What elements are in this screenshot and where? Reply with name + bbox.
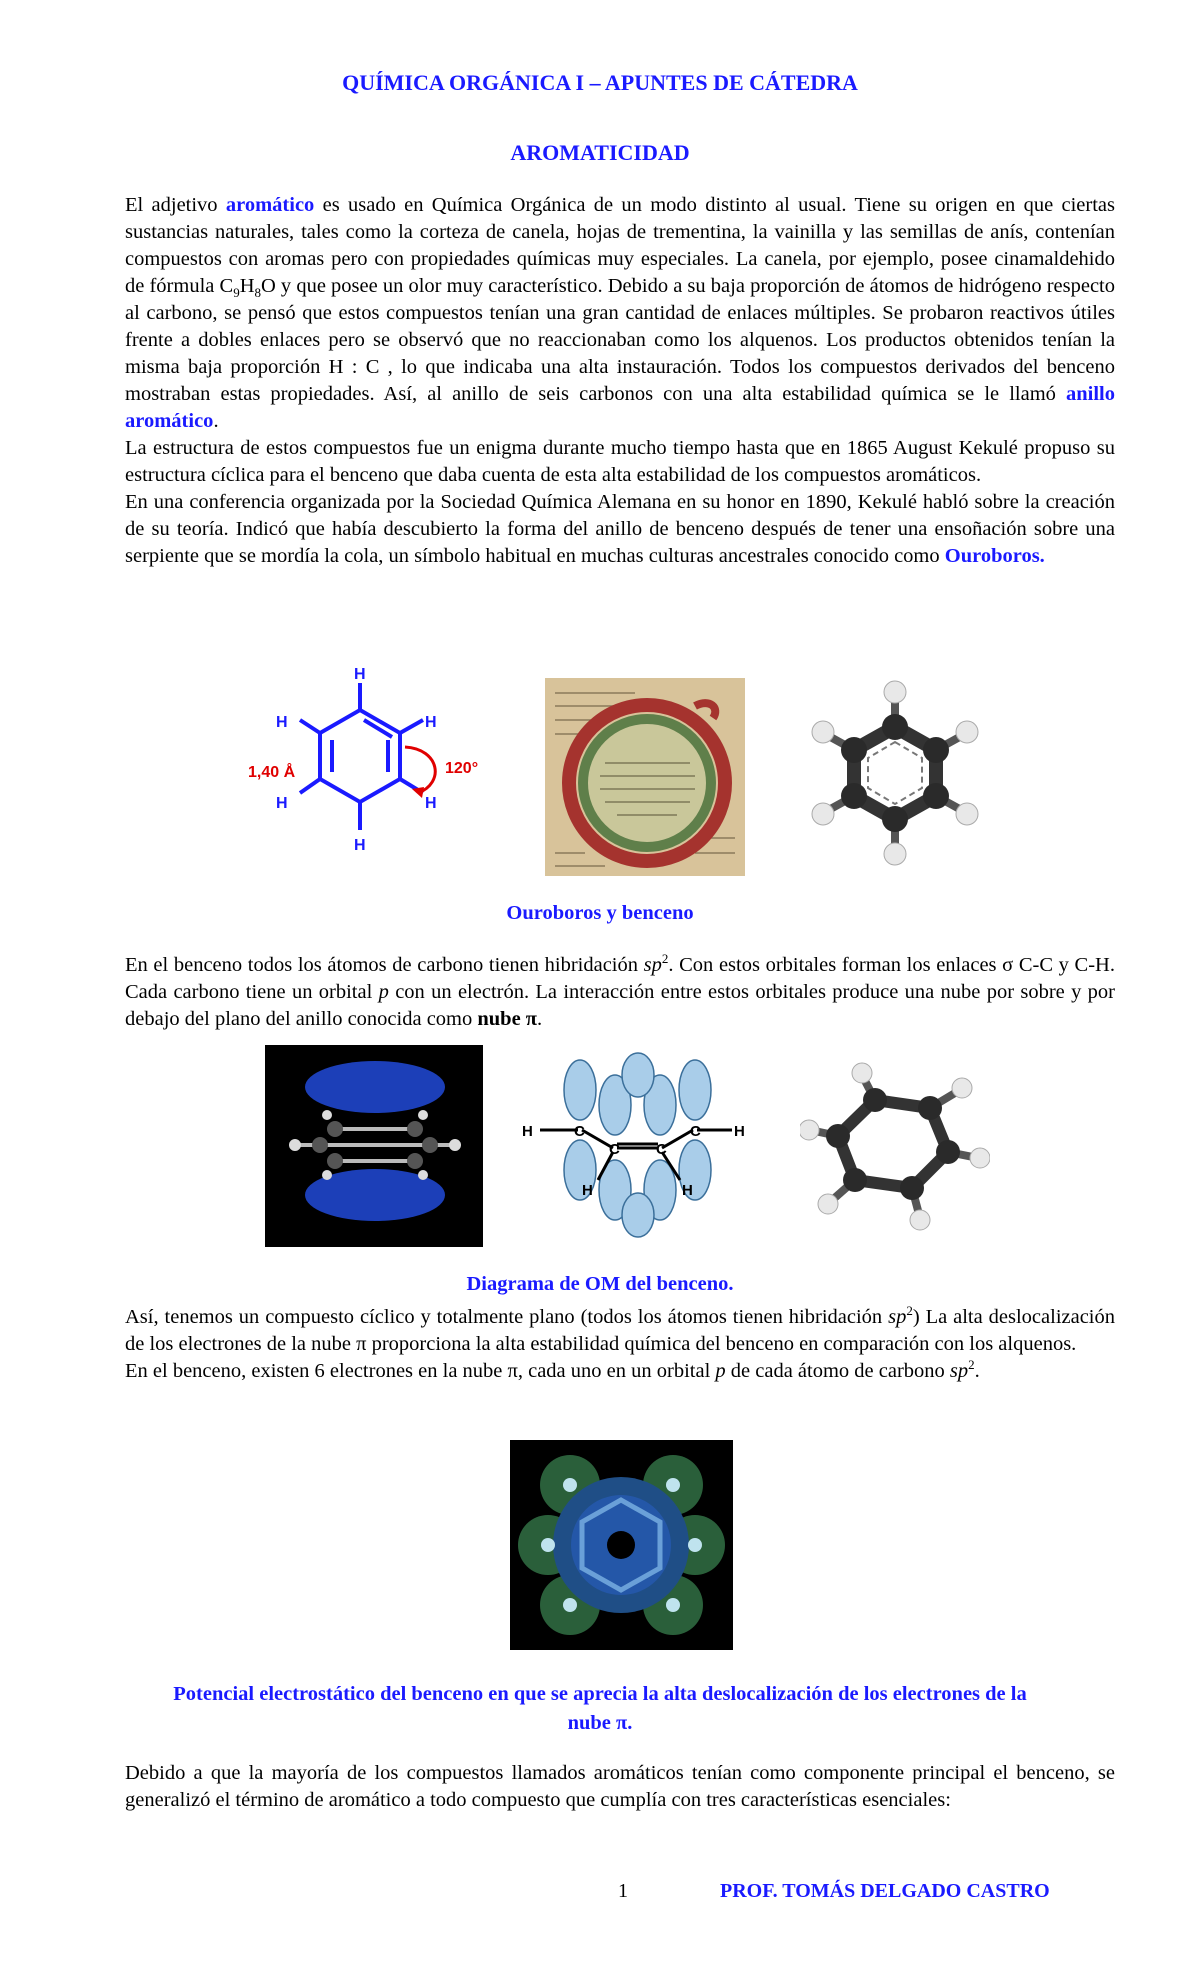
h-atom-label: H [276, 795, 288, 812]
text-run: ) La alta deslocalización de los electrones de la nube π proporciona la alta estabilidad química del benceno en comparación con los alquenos. [125, 1306, 1116, 1355]
benzene-ball-stick-model [800, 672, 990, 872]
text-run: . [974, 1360, 980, 1382]
h-atom-label: H [425, 714, 437, 731]
h-atom-label: H [682, 1182, 693, 1199]
text-run: de cada átomo de carbono [725, 1360, 950, 1382]
c-atom-label: C [690, 1123, 701, 1140]
text-run: En una conferencia organizada por la Sociedad Química Alemana en su honor en 1890, Kekulé habló sobre la creación de su teoría. Indicó que había descubierto la forma del anillo de benceno después de tener una ensoñación sobre una serpiente que se mordía la cola, un símbolo habitual en muchas culturas ancestrales conocido como [125, 491, 1115, 567]
h-atom-label: H [582, 1182, 593, 1199]
p-orbital-diagram [520, 1050, 760, 1245]
hybridization-paragraph [125, 952, 1115, 1033]
text-run: En el benceno todos los átomos de carbono tienen hibridación [125, 954, 644, 976]
text-run: p [715, 1360, 726, 1382]
h-atom-label: H [354, 666, 366, 683]
c-atom-label: C [609, 1141, 620, 1158]
page-number: 1 [618, 1880, 628, 1902]
bond-length-label: 1,40 Å [248, 764, 296, 781]
figure-caption-ouroboros: Ouroboros y benceno [506, 902, 694, 924]
text-run: En el benceno, existen 6 electrones en la nube π, cada uno en un orbital [125, 1360, 716, 1382]
h-atom-label: H [522, 1123, 533, 1140]
figure-caption-om-diagram: Diagrama de OM del benceno. [466, 1273, 734, 1295]
section-title: AROMATICIDAD [510, 140, 690, 165]
h-atom-label: H [276, 714, 288, 731]
text-run: con un electrón. La interacción entre estos orbitales produce una nube por sobre y por debajo del plano del anillo conocida como [125, 981, 1115, 1030]
pi-cloud-render [265, 1045, 483, 1247]
figure-caption-potential-line2: nube π. [567, 1712, 633, 1734]
term-ouroboros: Ouroboros. [944, 545, 1045, 567]
bond-angle-label: 120° [445, 760, 479, 777]
text-run: El adjetivo [125, 194, 226, 216]
text-run: Así, tenemos un compuesto cíclico y totalmente plano (todos los átomos tienen hibridación [125, 1306, 889, 1328]
footer-author: PROF. TOMÁS DELGADO CASTRO [720, 1880, 1050, 1902]
superscript: 2 [906, 1303, 913, 1319]
ouroboros-illustration [545, 678, 745, 876]
text-run: sp [643, 954, 662, 976]
figure-caption-potential-line1: Potencial electrostático del benceno en que se aprecia la alta deslocalización de los electrones de la [173, 1683, 1027, 1705]
text-run: sp [888, 1306, 907, 1328]
benzene-tilted-model [800, 1060, 990, 1235]
c-atom-label: C [656, 1141, 667, 1158]
term-aromatico: aromático [225, 194, 315, 216]
text-run: sp [949, 1360, 969, 1382]
text-run: p [378, 981, 389, 1003]
text-run: es usado en Química Orgánica de un modo distinto al usual. Tiene su origen en que ciertas sustancias naturales, tales como la corteza de canela, hojas de trementina, la vainilla y las semillas de anís, contenían compuestos con aromas pero con propiedades químicas muy especiales. La canela, por ejemplo, posee cinamaldehido de fórmula C [125, 194, 1115, 297]
term-nube-pi: nube π [477, 1008, 538, 1030]
text-run: H [239, 275, 255, 297]
generalization-paragraph: Debido a que la mayoría de los compuestos llamados aromáticos tenían como componente principal el benceno, se generalizó el término de aromático a todo compuesto que cumplía con tres características esenciales: [125, 1762, 1115, 1811]
kekule-paragraph: La estructura de estos compuestos fue un enigma durante mucho tiempo hasta que en 1865 August Kekulé propuso su estructura cíclica para el benceno que daba cuenta de esta alta estabilidad de los compuestos aromáticos. [125, 437, 1115, 486]
superscript: 2 [661, 951, 669, 967]
document-title: QUÍMICA ORGÁNICA I – APUNTES DE CÁTEDRA [342, 70, 858, 95]
subscript: 9 [233, 285, 240, 301]
text-run: . Con estos orbitales forman los enlaces σ C-C y C-H. Cada carbono tiene un orbital [125, 954, 1115, 1003]
h-atom-label: H [734, 1123, 745, 1140]
electrostatic-potential-map [510, 1440, 733, 1650]
term-anillo-aromatico: anillo aromático [125, 383, 1115, 432]
benzene-structure-diagram [240, 665, 500, 875]
c-atom-label: C [574, 1123, 585, 1140]
superscript: 2 [968, 1357, 975, 1373]
text-run: O y que posee un olor muy característico. Debido a su baja proporción de átomos de hidrógeno respecto al carbono, se pensó que estos compuestos tenían una gran cantidad de enlaces múltiples. Se probaron reactivos útiles frente a dobles enlaces pero se observó que no reaccionaban como los alquenos. Los productos obtenidos tenían la misma baja proporción H : C , lo que indicaba una alta instauración. Todos los compuestos derivados del benceno mostraban estas propiedades. Así, al anillo de seis carbonos con una alta estabilidad química se le llamó [125, 275, 1116, 405]
intro-paragraph [125, 192, 1115, 570]
delocalization-paragraph [125, 1304, 1115, 1385]
text-run: . [213, 410, 219, 432]
h-atom-label: H [425, 795, 437, 812]
h-atom-label: H [354, 837, 366, 854]
text-run: . [537, 1008, 543, 1030]
subscript: 8 [254, 285, 261, 301]
